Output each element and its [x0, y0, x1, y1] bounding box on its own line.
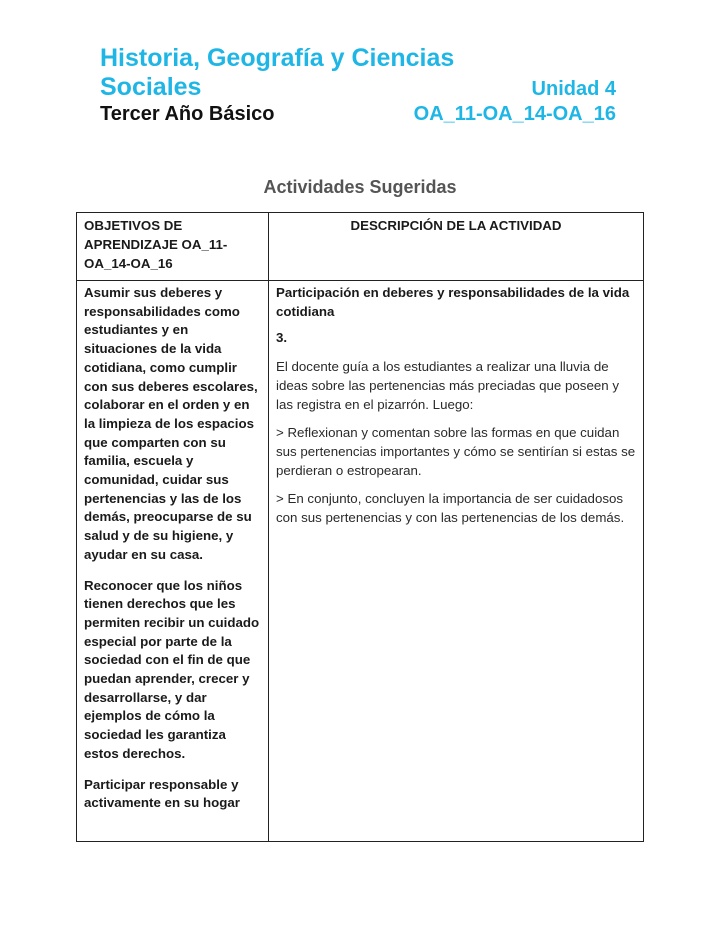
subject-title-line1: Historia, Geografía y Ciencias: [100, 44, 455, 72]
oa-codes: OA_11-OA_14-OA_16: [413, 103, 616, 125]
activity-paragraph: > En conjunto, concluyen la importancia de ser cuidadosos con sus pertenencias y con las pertenencias de los demás.: [276, 491, 625, 526]
document-header: [100, 44, 616, 126]
objectives-cell: [77, 281, 269, 842]
objective-item: Reconocer que los niños tienen derechos que les permiten recibir un cuidado especial por parte de la sociedad con el fin de que puedan aprender, crecer y desarrollarse, y dar ejemplos de cómo la sociedad les garantiza estos derechos.: [84, 577, 260, 761]
header-description: DESCRIPCIÓN DE LA ACTIVIDAD: [269, 213, 644, 281]
section-title: Actividades Sugeridas: [263, 177, 457, 197]
subject-title-line2: Sociales: [100, 73, 202, 101]
header-objectives: OBJETIVOS DE APRENDIZAJE OA_11-OA_14-OA_16: [77, 213, 269, 281]
unit-label: Unidad 4: [531, 78, 616, 100]
grade-row: [100, 102, 616, 126]
subject-row: [100, 73, 616, 102]
objective-item: Asumir sus deberes y responsabilidades como estudiantes y en situaciones de la vida cotidiana, como cumplir con sus deberes escolares, colaborar en el orden y en la limpieza de los espacios que comparten con su familia, escuela y comunidad, cuidar sus pertenencias y las de los demás, preocuparse de su salud y de su higiene, y ayudar en su casa.: [84, 285, 258, 562]
activity-description-cell: [269, 281, 644, 842]
grade-label: Tercer Año Básico: [100, 103, 275, 125]
table-body-row: [77, 281, 644, 842]
activity-number: 3.: [276, 330, 288, 346]
activity-title: Participación en deberes y responsabilidades de la vida cotidiana: [276, 285, 630, 319]
table-header-row: [77, 213, 644, 281]
activity-paragraph: El docente guía a los estudiantes a realizar una lluvia de ideas sobre las pertenencias más preciadas que poseen y las registra en el pizarrón. Luego:: [276, 359, 619, 412]
activity-paragraph: > Reflexionan y comentan sobre las formas en que cuidan sus pertenencias importantes y cómo se sentirían si estas se perdieran o estropearan.: [276, 425, 636, 478]
objective-item: Participar responsable y activamente en su hogar: [84, 776, 240, 811]
activities-table: [76, 212, 644, 842]
